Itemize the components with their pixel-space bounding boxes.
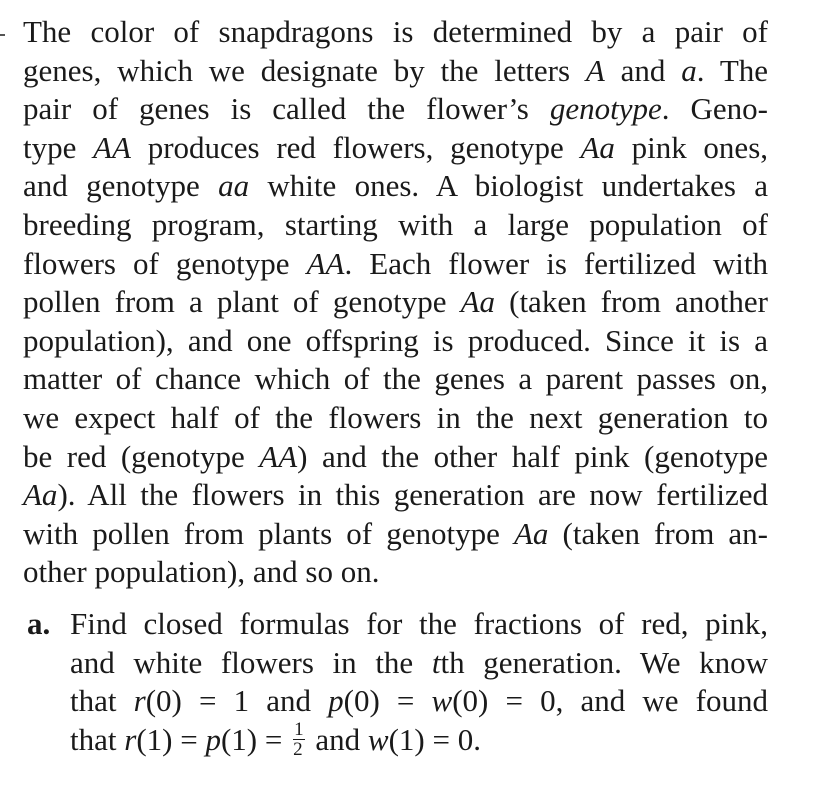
paragraph-line: be red (genotype AA) and the other half pink (genotype [23,438,768,474]
paragraph-line: matter of chance which of the genes a parent passes on, [23,361,768,397]
part-a-line: and white flowers in the tth generation. We know [70,644,768,680]
paragraph-line: other population), and so on. [23,554,380,590]
paragraph-line: and genotype aa white ones. A biologist undertakes a [23,168,769,204]
paragraph-line: The color of snapdragons is determined by a pair of [23,14,768,49]
paragraph-line: population), and one offspring is produced. Since it is a [23,322,768,358]
one-half-fraction [293,720,305,759]
paragraph-line: type AA produces red flowers, genotype Aa pink ones, [23,129,769,165]
paragraph-line: we expect half of the flowers in the next generation to [23,399,768,435]
margin-tick [0,34,5,36]
problem-paragraph [23,13,768,592]
paragraph-line: pollen from a plant of genotype Aa (taken from another [23,284,768,320]
part-a-line: Find closed formulas for the fractions of red, pink, [70,606,768,641]
paragraph-line: with pollen from plants of genotype Aa (taken from an- [23,515,768,551]
part-a-text [70,605,768,762]
part-label: a. [27,606,51,641]
fraction-numerator: 1 [294,719,304,741]
fraction-denominator: 2 [293,739,303,761]
paragraph-line: genes, which we designate by the letters A and a. The [23,52,769,88]
paragraph-line: pair of genes is called the flower’s genotype. Geno- [23,91,768,127]
paragraph-line: Aa). All the flowers in this generation are now fertilized [23,477,768,513]
part-a-line: that r(0) = 1 and p(0) = w(0) = 0, and we found [70,683,768,719]
paragraph-line: flowers of genotype AA. Each flower is fertilized with [23,245,768,281]
part-a-line: that r(1) = p(1) = $\frac{1}{2}$ and w(1) = 0. [70,719,481,761]
paragraph-line: breeding program, starting with a large population of [23,206,768,242]
